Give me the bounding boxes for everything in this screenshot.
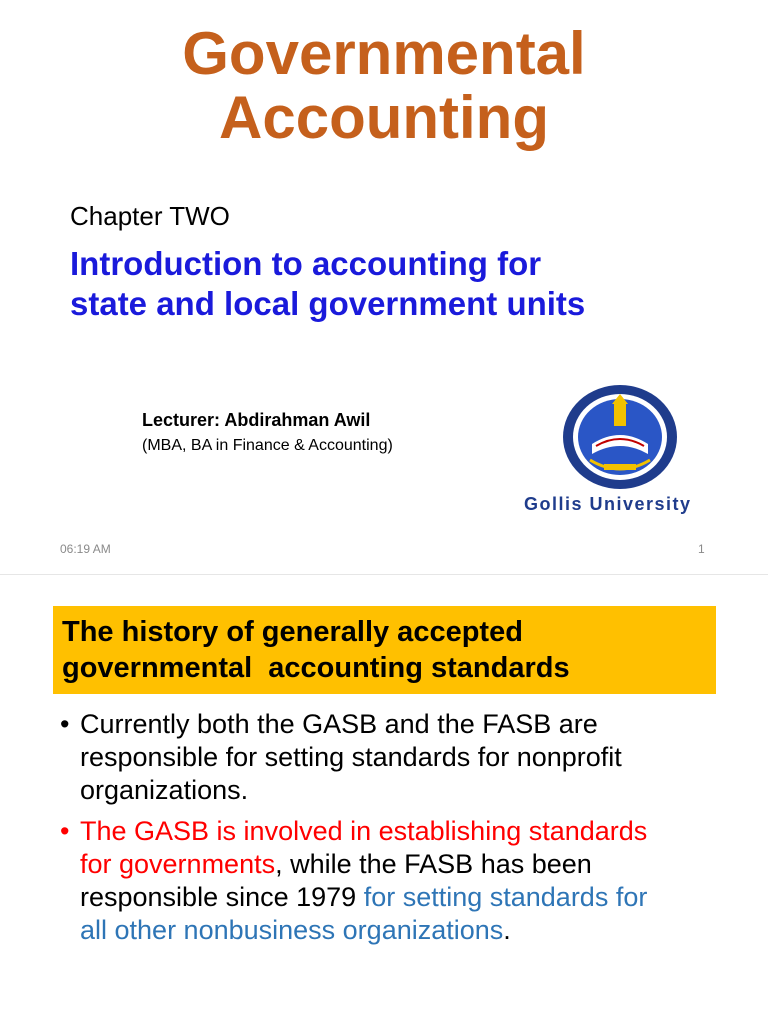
slide-2-heading xyxy=(62,614,570,686)
title-line-1: Governmental xyxy=(182,20,586,87)
university-name: Gollis University xyxy=(524,494,692,514)
heading-line-1: The history of generally accepted xyxy=(62,616,523,648)
subtitle-line-1: Introduction to accounting for xyxy=(70,245,542,282)
bullet-2-period: . xyxy=(503,915,511,945)
bullet-2-black-text: , while the FASB has been xyxy=(275,849,592,879)
slide-divider xyxy=(0,574,768,575)
lecturer-degrees: (MBA, BA in Finance & Accounting) xyxy=(142,437,393,454)
bullet-1-line-2: responsible for setting standards for nonprofit xyxy=(80,742,622,772)
bullet-2-blue-text: for setting standards for xyxy=(363,882,648,912)
bullet-dot-icon: • xyxy=(60,709,70,739)
bullet-item-2 xyxy=(60,815,740,947)
bullet-2-blue-text-2: all other nonbusiness organizations xyxy=(80,915,504,945)
bullet-item-1 xyxy=(60,708,740,807)
title-line-2: Accounting xyxy=(219,84,549,151)
bullet-2-black-text-2: responsible since 1979 xyxy=(80,882,364,912)
bullet-2-line-4 xyxy=(80,914,740,947)
bullet-2-line-3 xyxy=(80,881,740,914)
slide-time: 06:19 AM xyxy=(60,542,111,556)
chapter-label: Chapter TWO xyxy=(70,201,230,231)
subtitle-line-2: state and local government units xyxy=(70,285,586,322)
bullet-2-red-text: for governments xyxy=(80,849,276,879)
bullet-1-line-3: organizations. xyxy=(80,775,249,805)
slide-page-number: 1 xyxy=(698,542,705,556)
university-logo-block xyxy=(510,378,740,520)
slide-2-heading-banner xyxy=(53,606,716,694)
bullet-2-line-2 xyxy=(80,848,740,881)
lecturer-name: Lecturer: Abdirahman Awil xyxy=(142,410,371,430)
bullet-2-line-1: The GASB is involved in establishing standards xyxy=(80,816,648,846)
bullet-list xyxy=(60,708,740,955)
university-seal-icon xyxy=(560,382,680,492)
slide-title xyxy=(0,22,768,150)
bullet-1-line-1: Currently both the GASB and the FASB are xyxy=(80,709,598,739)
bullet-dot-icon: • xyxy=(60,816,70,846)
slide-subtitle xyxy=(70,244,750,324)
heading-line-2: governmental accounting standards xyxy=(62,652,570,684)
